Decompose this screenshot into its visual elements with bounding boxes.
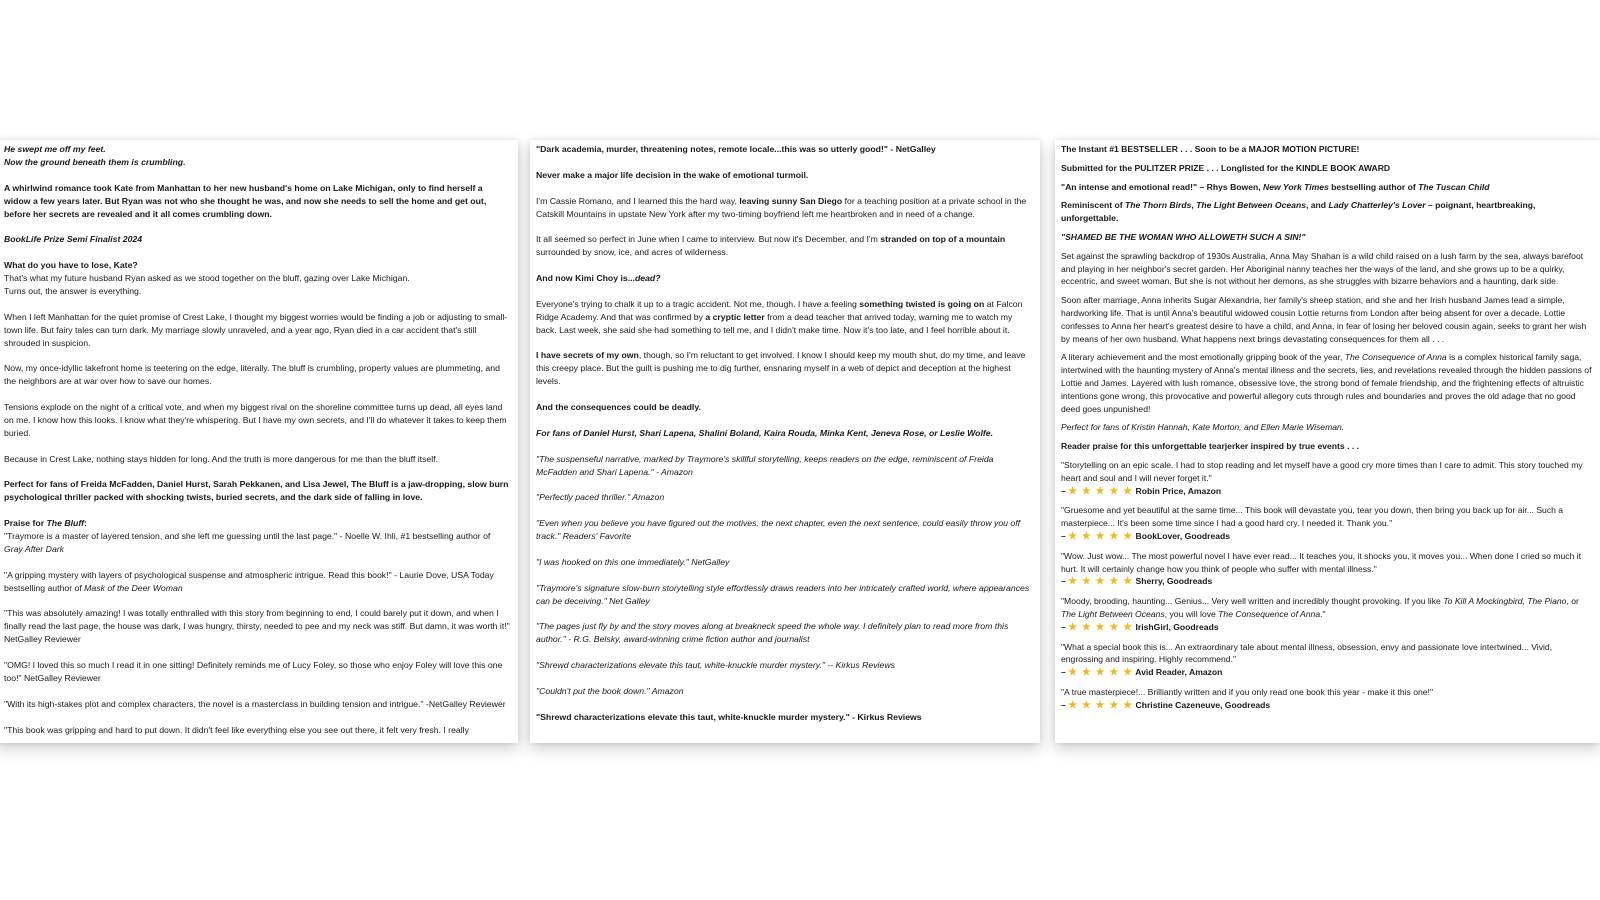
- book-description-panel-dark-academia: [530, 140, 1040, 743]
- text: , though, so I'm reluctant to get involved. I know I should keep my mouth shut, do my time, and leave this creepy place. But the guilt is pushing me to dig further, ensnaring myself in a web of depict and deception at the highest levels.: [536, 350, 1026, 387]
- story-paragraph-2: Now, my once-idyllic lakefront home is teetering on the edge, literally. The bluff is crumbling, property values are plummeting, and the neighbors are at war over how to save our homes.: [4, 363, 500, 387]
- praise-colon: :: [83, 518, 87, 529]
- story-paragraph-1: [536, 195, 1034, 221]
- praise-quote-2: [4, 569, 510, 595]
- text: , and: [1306, 200, 1329, 211]
- review-attribution: [1061, 699, 1592, 713]
- question-line-2: That's what my future husband Ryan asked as we stood together on the bluff, gazing over Lake Michigan.: [4, 273, 410, 284]
- review-author: Sherry, Goodreads: [1135, 576, 1213, 587]
- text: at Falcon Ridge Academy. And that was confirmed by: [536, 298, 1023, 322]
- story-paragraph-6: And the consequences could be deadly.: [536, 402, 701, 413]
- dash: –: [1061, 530, 1069, 541]
- fans-paragraph: Perfect for fans of Kristin Hannah, Kate Morton, and Ellen Marie Wiseman.: [1061, 422, 1345, 433]
- five-star-rating-icon: ★ ★ ★ ★ ★: [1068, 530, 1134, 542]
- review-item: [1061, 504, 1592, 543]
- emphasis: The Consequence of Anna: [1344, 352, 1447, 363]
- review-author: IrishGirl, Goodreads: [1135, 621, 1219, 632]
- five-star-rating-icon: ★ ★ ★ ★ ★: [1068, 576, 1134, 588]
- text: Everyone's trying to chalk it up to a tragic accident. Not me, though. I have a feeling: [536, 298, 860, 309]
- story-paragraph-3: Tensions explode on the night of a critical vote, and when my biggest rival on the shoreline committee turns up dead, all eyes land on me. I know how this looks. I know what they're whispering. But I have my own secrets, and I'll do whatever it takes to keep them buried.: [4, 402, 507, 438]
- emphasis: To Kill A Mockingbird, The Piano: [1443, 596, 1567, 607]
- praise-quote-5: "Traymore's signature slow-burn storytelling style effortlessly draws readers into her intricately crafted world, where appearances can be deceiving." Net Galley: [536, 582, 1030, 606]
- hook-paragraph: A whirlwind romance took Kate from Manhattan to her new husband's home on Lake Michigan, only to find herself a widow a few years later. But Ryan was not who she thought he was, and now she needs to sell the home and get out, before her secrets are revealed and it all comes crumbling down.: [4, 182, 487, 219]
- emphasis: leaving sunny San Diego: [739, 195, 843, 206]
- review-attribution: [1061, 621, 1592, 635]
- praise-quote-3: "Even when you believe you have figured out the motives, the next chapter, even the next sentence, could easily throw you off track." Readers' Favorite: [536, 518, 1021, 542]
- review-attribution: [1061, 575, 1592, 589]
- five-star-rating-icon: ★ ★ ★ ★ ★: [1068, 621, 1134, 633]
- review-attribution: [1061, 530, 1592, 544]
- bestseller-line: The Instant #1 BESTSELLER . . . Soon to be a MAJOR MOTION PICTURE!: [1061, 144, 1360, 154]
- five-star-rating-icon: ★ ★ ★ ★ ★: [1068, 485, 1134, 497]
- praise-quote-2-book: Mask of the Deer Woman: [84, 582, 183, 593]
- question-heading: What do you have to lose, Kate?: [4, 260, 138, 271]
- tagline-line-2: Now the ground beneath them is crumbling.: [4, 156, 186, 167]
- praise-quote-7: "Shrewd characterizations elevate this taut, white-knuckle murder mystery." -- Kirkus Reviews: [536, 660, 895, 671]
- dash: –: [1061, 667, 1069, 678]
- praise-quote-3: "This was absolutely amazing! I was totally enthralled with this story from beginning to end, I could barely put it down, and when I finally read the last page, the house was dark, I was hungry, thirsty, needed to pee and my neck was stiff. But damn, it was worth it!" NetGalley Reviewer: [4, 608, 510, 645]
- text: from a dead teacher that arrived today, warning me to watch my back. Last week, she said she had something to tell me, and I didn't make time. Now it's too late, and I feel horrible about it.: [536, 311, 1013, 335]
- review-attribution: [1061, 485, 1592, 499]
- dash: –: [1061, 485, 1069, 496]
- praise-quote-2-text: "A gripping mystery with layers of psychological suspense and atmospheric intrigue. Read this book!" - Laurie Dove, USA Today bestselling author of: [4, 569, 494, 593]
- fans-paragraph: For fans of Daniel Hurst, Shari Lapena, Shalini Boland, Kaira Rouda, Minka Kent, Jeneva Rose, or Leslie Wolfe.: [536, 427, 993, 438]
- text: , or: [1566, 596, 1579, 607]
- emphasis: The Consequence of Anna: [1218, 608, 1321, 619]
- dash: –: [1061, 699, 1069, 710]
- review-quote: "Gruesome and yet beautiful at the same time... This book will devastate you, tear you down, then bring you back up for air... Such a masterpiece... It's been some time since I had a good hard cry. I needed it. Thank you.": [1061, 505, 1564, 529]
- emphasis: New York Times: [1263, 181, 1329, 192]
- dash: –: [1061, 576, 1069, 587]
- praise-quote-4: "I was hooked on this one immediately." NetGalley: [536, 556, 730, 567]
- story-paragraph-3: [536, 272, 1034, 285]
- book-description-panel-consequence-of-anna: [1055, 140, 1600, 743]
- review-quote: "Storytelling on an epic scale. I had to stop reading and let myself have a good cry more times than I care to admit. This story touched my heart and soul and I will never forget it.": [1061, 459, 1583, 483]
- review-author: BookLover, Goodreads: [1135, 530, 1231, 541]
- tagline-line-1: He swept me off my feet.: [4, 144, 106, 154]
- emphasis: dead?: [634, 273, 661, 283]
- tagline: [4, 143, 510, 169]
- text: , you will love: [1164, 608, 1219, 619]
- emphasis: The Thorn Birds: [1125, 200, 1192, 211]
- review-quote: "A true masterpiece!... Brilliantly written and if you only read one book this year - make it this one!": [1061, 686, 1433, 697]
- emphasis: The Light Between Oceans: [1196, 200, 1306, 211]
- text: Reminiscent of: [1061, 200, 1125, 211]
- five-star-rating-icon: ★ ★ ★ ★ ★: [1068, 699, 1134, 711]
- review-item: [1061, 595, 1592, 634]
- praise-quote-8: "Couldn't put the book down." Amazon: [536, 685, 684, 696]
- story-paragraph-4: Because in Crest Lake, nothing stays hidden for long. And the truth is more dangerous for me than the bluff itself.: [4, 453, 438, 464]
- question-line-3: Turns out, the answer is everything.: [4, 285, 142, 296]
- question-block: [4, 259, 510, 298]
- text: ,: [1191, 200, 1197, 211]
- praise-quote-5: "With its high-stakes plot and complex characters, the novel is a masterclass in building tension and intrigue." -NetGalley Reviewer: [4, 698, 506, 709]
- praise-quote-1: "The suspenseful narrative, marked by Traymore's skillful storytelling, keeps readers on the edge, reminiscent of Freida McFadden and Shari Lapena." - Amazon: [536, 453, 994, 477]
- five-star-rating-icon: ★ ★ ★ ★ ★: [1068, 667, 1134, 679]
- praise-quote-6: "This book was gripping and hard to put down. It didn't feel like everything else you see out there, it felt very fresh. I really: [4, 724, 469, 735]
- text: And now Kimi Choy is...: [536, 273, 635, 283]
- praise-quote-6: "The pages just fly by and the story moves along at breakneck speed the whole way. I definitely plan to read more from this author." - R.G. Belsky, award-winning crime fiction author and journalist: [536, 621, 1009, 645]
- story-paragraph-5: [536, 349, 1034, 388]
- emphasis: something twisted is going on: [859, 298, 985, 309]
- text: A literary achievement and the most emotionally gripping book of the year,: [1061, 352, 1345, 363]
- text: "An intense and emotional read!" – Rhys Bowen,: [1061, 181, 1264, 192]
- review-item: [1061, 550, 1592, 589]
- review-author: Christine Cazeneuve, Goodreads: [1135, 699, 1271, 710]
- text: .": [1320, 608, 1326, 619]
- story-paragraph-4: [536, 298, 1034, 337]
- praise-quote-4: "OMG! I loved this so much I read it in one sitting! Definitely reminds me of Lucy Foley, so those who enjoy Foley will love this one too!" NetGalley Reviewer: [4, 660, 503, 683]
- praise-label-text: Praise for: [4, 518, 47, 529]
- book-description-panel-the-bluff: [0, 140, 518, 743]
- review-item: [1061, 641, 1592, 680]
- award-line: BookLife Prize Semi Finalist 2024: [4, 234, 143, 245]
- review-item: [1061, 459, 1592, 498]
- praise-quote-9: "Shrewd characterizations elevate this taut, white-knuckle murder mystery." - Kirkus Reviews: [536, 711, 922, 722]
- emphasis: a cryptic letter: [705, 311, 765, 322]
- lead-quote: "Dark academia, murder, threatening notes, remote locale...this was so utterly good!" - NetGalley: [536, 144, 936, 154]
- praise-book-title: The Bluff: [46, 518, 84, 529]
- emphasis: stranded on top of a mountain: [880, 234, 1006, 245]
- emphasis: The Tuscan Child: [1418, 181, 1490, 192]
- praise-block: [4, 517, 510, 556]
- text: bestselling author of: [1328, 181, 1419, 192]
- shamed-line: "SHAMED BE THE WOMAN WHO ALLOWETH SUCH A SIN!": [1061, 231, 1306, 242]
- review-author: Robin Price, Amazon: [1135, 485, 1222, 496]
- text: is a complex historical family saga, intertwined with the haunting mystery of Anna's mental illness and the secrets, lies, and revelations revealed through the hidden passions of Lottie and James. Layered with lush romance, obsessive love, the strong bond of female friendship, and the frightening effects of altruistic intentions gone wrong, this provocative and powerful allegory cuts through rules and boundaries and proves the old adage that no good deed goes unpunished!: [1061, 352, 1592, 414]
- text: surrounded by snow, ice, and acres of wilderness.: [536, 247, 729, 258]
- review-author: Avid Reader, Amazon: [1135, 667, 1223, 678]
- emphasis: Lady Chatterley's Lover: [1328, 200, 1426, 211]
- review-item: [1061, 686, 1592, 713]
- praise-quote-2: "Perfectly paced thriller." Amazon: [536, 492, 665, 503]
- emphasis: I have secrets of my own: [536, 350, 639, 361]
- story-paragraph-2: [536, 233, 1034, 259]
- text: for a teaching position at a private school in the Catskill Mountains in upstate New York after my two-timing boyfriend left me heartbroken and in need of a change.: [536, 195, 1027, 219]
- fans-paragraph: Perfect for fans of Freida McFadden, Daniel Hurst, Sarah Pekkanen, and Lisa Jewel, The Bluff is a jaw-dropping, slow burn psychological thriller packed with shocking twists, buried secrets, and the dark side of falling in love.: [4, 479, 509, 503]
- text: It all seemed so perfect in June when I came to interview. But now it's December, and I'm: [536, 234, 881, 245]
- dash: –: [1061, 621, 1069, 632]
- blurb-rhys-bowen: [1061, 181, 1592, 194]
- praise-heading: Reader praise for this unforgettable tearjerker inspired by true events . . .: [1061, 441, 1360, 452]
- praise-quote-1-book: Gray After Dark: [4, 543, 65, 554]
- story-paragraph-1: When I left Manhattan for the quiet promise of Crest Lake, I thought my biggest worries would be finding a job or adjusting to small-town life. But fairy tales can turn dark. My marriage slowly unraveled, and a year ago, Ryan died in a car accident that's still shrouded in suspicion.: [4, 311, 508, 348]
- emphasis: The Light Between Oceans: [1061, 608, 1165, 619]
- reminiscent-line: [1061, 199, 1592, 225]
- review-quote: "What a special book this is... An extraordinary tale about mental illness, obsession, envy and passionate love intertwined... Vivid, engrossing and inspiring. Highly recommend.": [1061, 641, 1553, 665]
- story-paragraph-1: Set against the sprawling backdrop of 1930s Australia, Anna May Shahan is a wild child raised on a lush farm by the sea, always barefoot and playing in her neighbor's secret garden. Her Aboriginal nanny teaches her the ways of the land, and she grows up to be a quirky, eccentric, and sweet woman. But she is not without her demons, as she struggles with bizarre behaviors and a haunting, dark side.: [1061, 250, 1584, 287]
- award-line: Submitted for the PULITZER PRIZE . . . Longlisted for the KINDLE BOOK AWARD: [1061, 162, 1391, 173]
- story-paragraph-3: [1061, 351, 1592, 415]
- review-quote: "Wow. Just wow... The most powerful novel I have ever read... It teaches you, it shocks you, it moves you... When done I cried so much it hurt. It will certainly change how you think of people who suffer with mental illness.": [1061, 550, 1582, 574]
- praise-label: [4, 518, 87, 528]
- text: I'm Cassie Romano, and I learned this the hard way,: [536, 195, 740, 206]
- text: – poignant, heartbreaking, unforgettable.: [1061, 200, 1536, 224]
- review-quote: "Moody, brooding, haunting... Genius... Very well written and incredibly thought provoking. If you like: [1061, 596, 1444, 607]
- headline: Never make a major life decision in the wake of emotional turmoil.: [536, 169, 809, 180]
- story-paragraph-2: Soon after marriage, Anna inherits Sugar Alexandria, her family's sheep station, and she and her Irish husband James lead a simple, hardworking life. That is until Anna's beautiful widowed cousin Lottie returns from London after being absent for over a decade. Lottie confesses to Anna her heart's greatest desire to have a child, and Anna, in fear of losing her beloved cousin again, seeks to grant her wish by means of her own husband. What happens next brings devastating consequences for them all . . .: [1061, 295, 1587, 344]
- review-attribution: [1061, 666, 1592, 680]
- praise-quote-1: "Traymore is a master of layered tension, and she left me guessing until the last page." - Noelle W. Ihli, #1 bestselling author of: [4, 531, 491, 542]
